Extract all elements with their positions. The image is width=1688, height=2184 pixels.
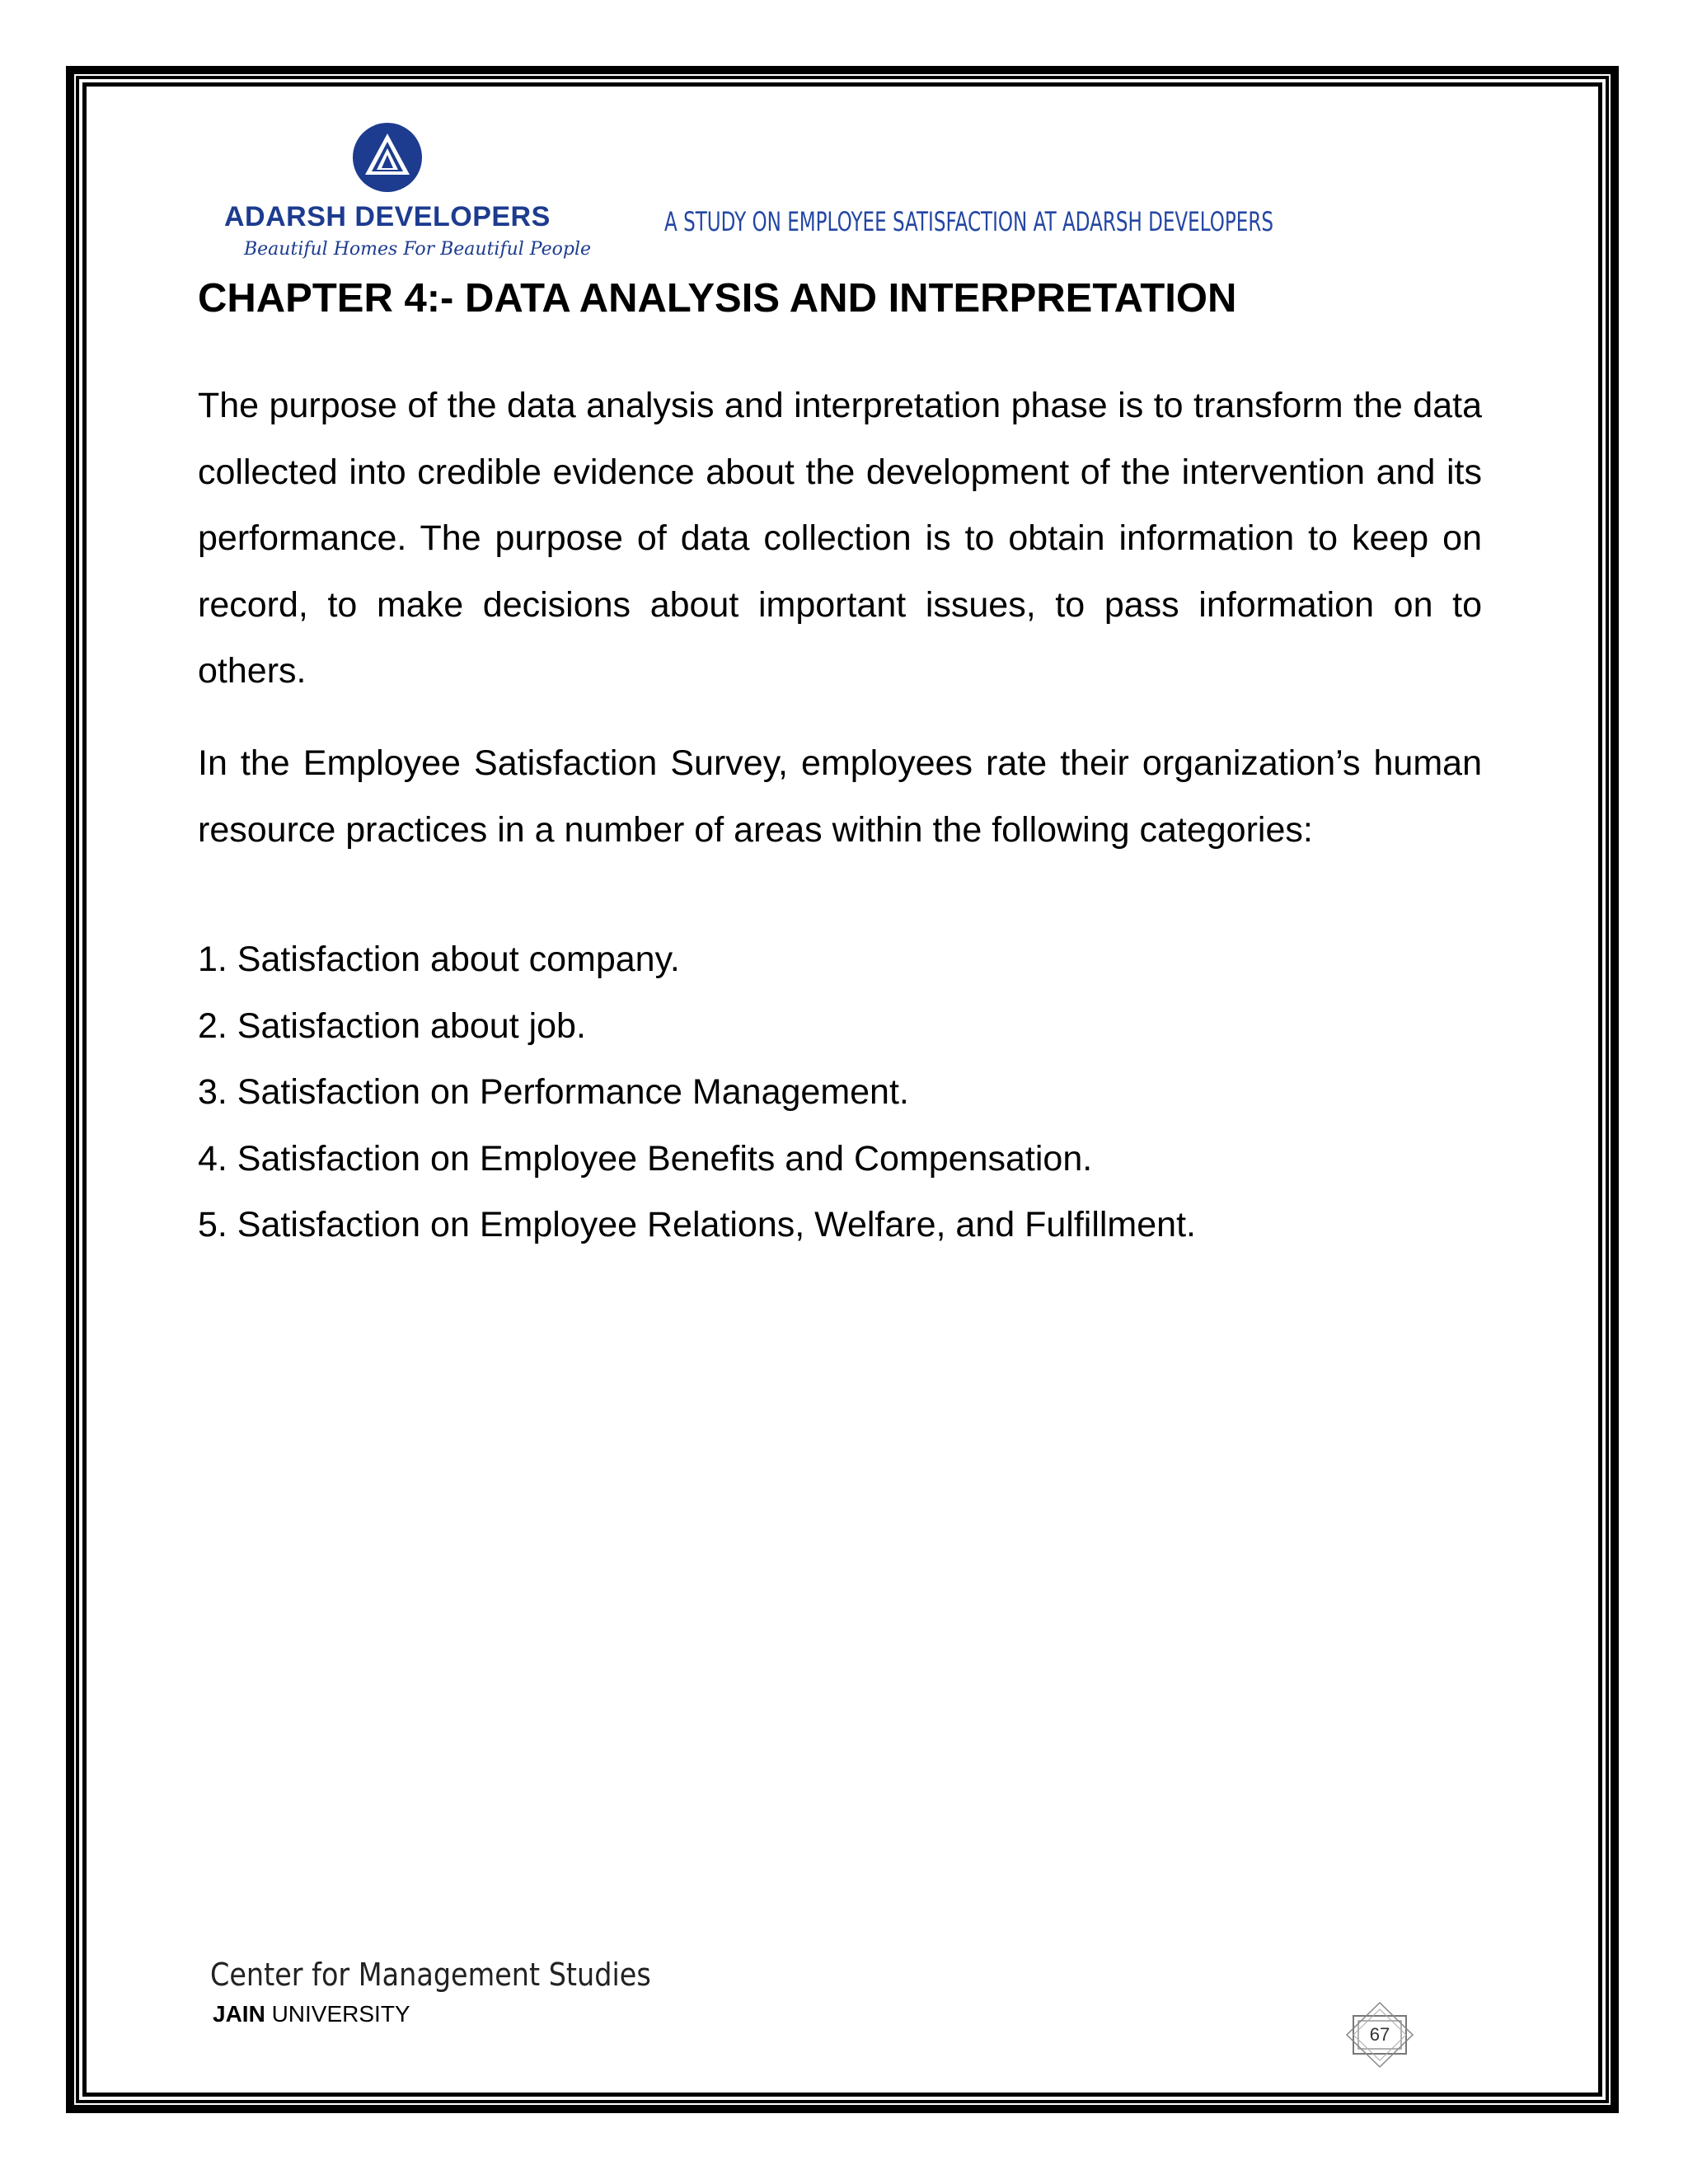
category-list xyxy=(198,926,1196,1258)
list-item: 5. Satisfaction on Employee Relations, Welfare, and Fulfillment. xyxy=(198,1205,1196,1244)
paragraph-purpose: The purpose of the data analysis and interpretation phase is to transform the data collected into credible evidence about the development of the intervention and its performance. The purpose of data collection is to obtain information to keep on record, to make decisions about important issues, to pass information on to others. xyxy=(198,386,1482,691)
brand-name: ADARSH DEVELOPERS xyxy=(224,201,551,232)
footer-university-bold: JAIN xyxy=(213,2001,265,2027)
chapter-title: CHAPTER 4:- DATA ANALYSIS AND INTERPRETATION xyxy=(198,276,1237,321)
footer-university-rest: UNIVERSITY xyxy=(265,2001,410,2027)
list-item: 2. Satisfaction about job. xyxy=(198,1005,586,1046)
list-item: 3. Satisfaction on Performance Management. xyxy=(198,1072,909,1112)
paragraph-survey: In the Employee Satisfaction Survey, employees rate their organization’s human resource practices in a number of areas within the following categories: xyxy=(198,743,1482,850)
page-number: 67 xyxy=(1369,2024,1390,2045)
footer-university xyxy=(213,2001,410,2027)
header-study-title: A STUDY ON EMPLOYEE SATISFACTION AT ADARSH DEVELOPERS xyxy=(664,206,1273,237)
footer-organization: Center for Management Studies xyxy=(210,1957,651,1993)
brand-tagline: Beautiful Homes For Beautiful People xyxy=(244,239,592,260)
list-item: 4. Satisfaction on Employee Benefits and Compensation. xyxy=(198,1138,1093,1179)
list-item: 1. Satisfaction about company. xyxy=(198,940,680,979)
mountain-triangle-logo-icon xyxy=(352,122,423,193)
